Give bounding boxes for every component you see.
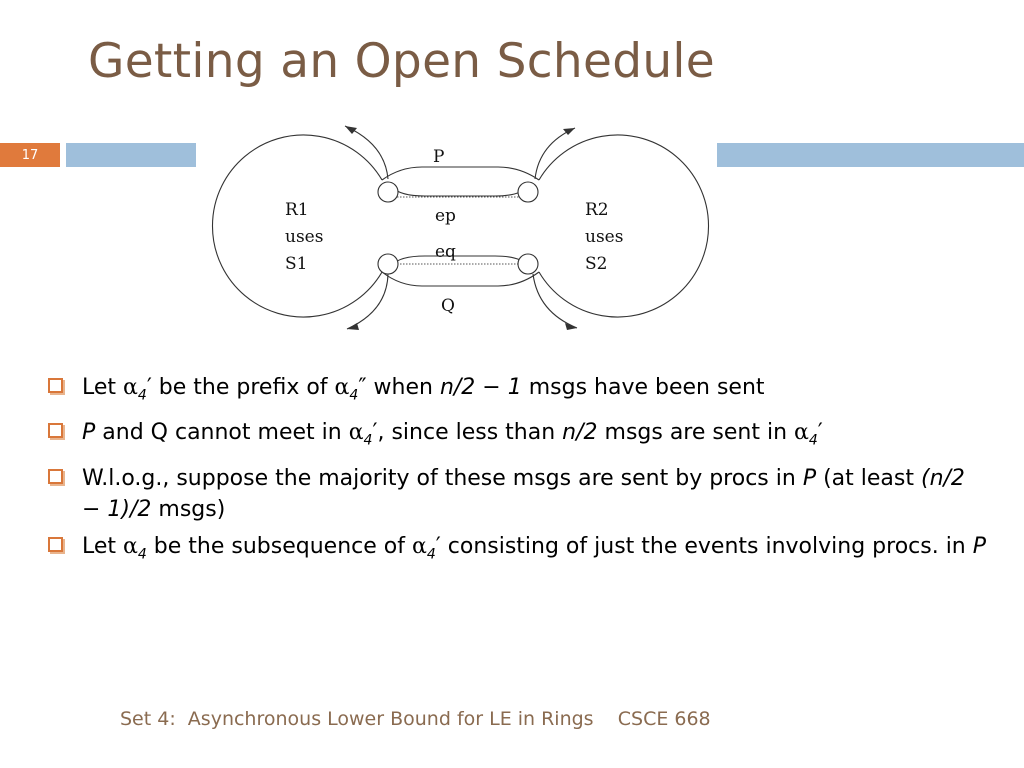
checkbox-bullet-icon xyxy=(48,423,63,438)
processor-node xyxy=(378,254,398,274)
bullet-item: Let $\alpha_4'$ be the prefix of $\alpha_4''$ when n/2 − 1 msgs have been sent xyxy=(48,372,988,411)
ring1-line1: R1 xyxy=(285,200,309,220)
processor-node xyxy=(518,254,538,274)
bullet-list xyxy=(48,372,988,576)
ring2-line2: uses xyxy=(585,227,624,247)
arrow-p-right xyxy=(535,128,575,179)
ring2-line3: S2 xyxy=(585,254,608,274)
bullet-item: P and Q cannot meet in $\alpha_4'$, since less than n/2 msgs are sent in $\alpha_4'$ xyxy=(48,417,988,456)
slide-title: Getting an Open Schedule xyxy=(88,34,715,89)
slide-number: 17 xyxy=(0,143,60,167)
arrowhead-p-right xyxy=(563,128,575,135)
label-q: Q xyxy=(441,296,455,316)
arrow-q-left xyxy=(347,274,388,329)
ring2-line1: R2 xyxy=(585,200,609,220)
label-ep: ep xyxy=(435,206,456,226)
header-bar-right xyxy=(717,143,1024,167)
arrowhead-q-right xyxy=(565,323,577,330)
label-p: P xyxy=(433,147,445,167)
ring1-line2: uses xyxy=(285,227,324,247)
arrowhead-q-left xyxy=(347,323,359,330)
bullet-item: Let $\alpha_4$ be the subsequence of $\alpha_4'$ consisting of just the events involving procs. in P xyxy=(48,531,988,570)
top-channel-inner xyxy=(392,187,528,196)
label-eq: eq xyxy=(435,242,456,262)
checkbox-bullet-icon xyxy=(48,469,63,484)
checkbox-bullet-icon xyxy=(48,537,63,552)
header-bar-left xyxy=(66,143,196,167)
ring1-line3: S1 xyxy=(285,254,308,274)
bullet-item: W.l.o.g., suppose the majority of these msgs are sent by procs in P (at least (n/2 − 1)/2 msgs) xyxy=(48,463,988,525)
right-ring-outline xyxy=(539,135,709,317)
checkbox-bullet-icon xyxy=(48,378,63,393)
arrow-q-right xyxy=(533,274,577,328)
arrow-p-left xyxy=(345,126,388,179)
bottom-channel-outer xyxy=(382,272,539,286)
processor-node xyxy=(378,182,398,202)
processor-node xyxy=(518,182,538,202)
arrowhead-p-left xyxy=(345,126,357,134)
top-channel-outer xyxy=(382,167,539,180)
ring-diagram xyxy=(205,118,715,340)
slide-footer: Set 4: Asynchronous Lower Bound for LE in Rings CSCE 668 xyxy=(120,708,711,730)
left-ring-outline xyxy=(212,135,382,317)
